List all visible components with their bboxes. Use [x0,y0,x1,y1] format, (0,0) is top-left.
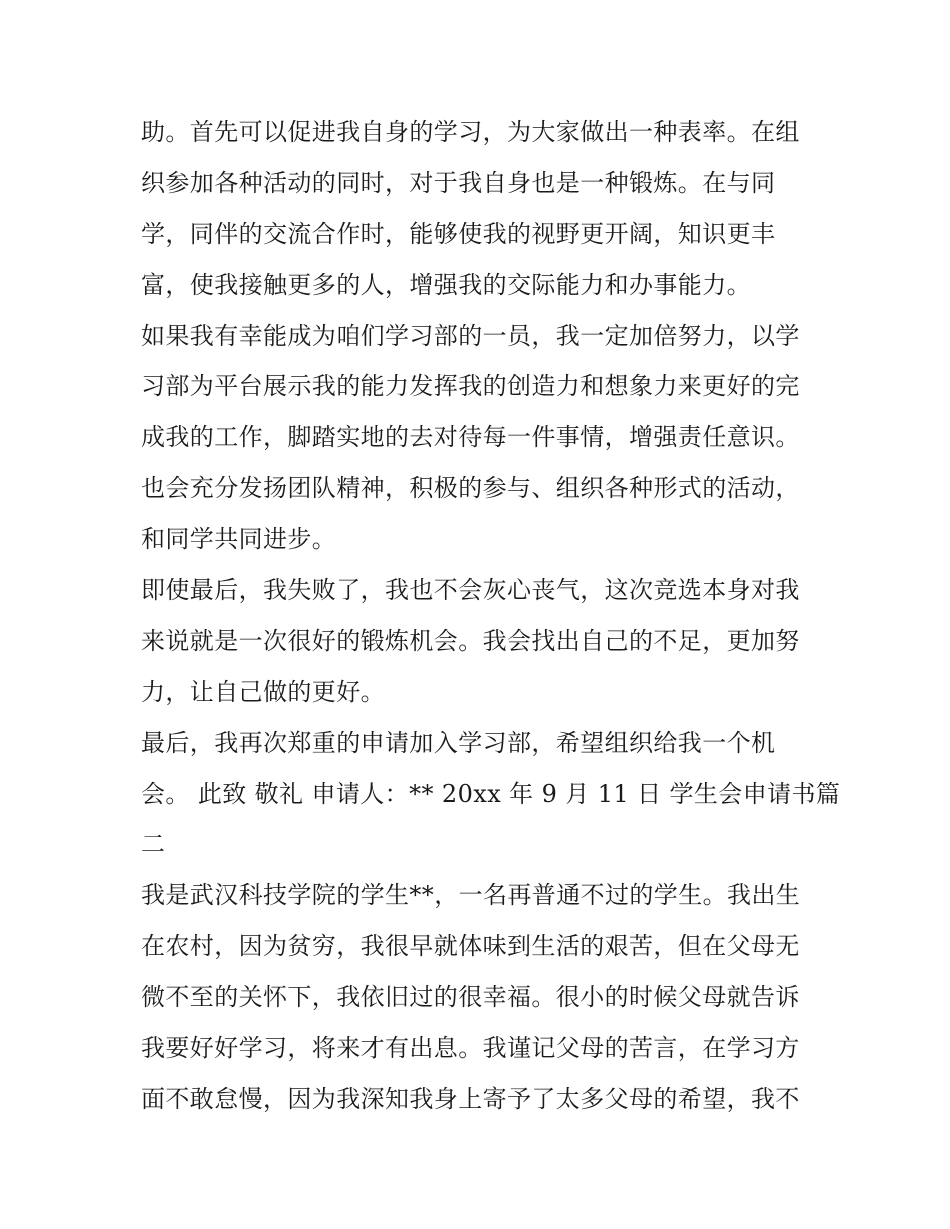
text-line: 微不至的关怀下，我依旧过的很幸福。很小的时候父母就告诉 [141,983,800,1012]
text-line: 在农村，因为贫穷，我很早就体味到生活的艰苦，但在父母无 [141,932,800,961]
text-line: 学，同伴的交流合作时，能够使我的视野更开阔，知识更丰 [141,219,776,248]
text-line: 即使最后，我失败了，我也不会灰心丧气，这次竞选本身对我 [141,576,800,605]
text-line: 和同学共同进步。 [141,525,337,554]
document-body [141,107,841,1125]
text-line: 面不敢怠慢，因为我深知我身上寄予了太多父母的希望，我不 [141,1084,800,1113]
text-line: 我是武汉科技学院的学生**，一名再普通不过的学生。我出生 [141,881,801,910]
text-line: 富，使我接触更多的人，增强我的交际能力和办事能力。 [141,270,751,299]
text-line: 助。首先可以促进我自身的学习，为大家做出一种表率。在组 [141,118,800,146]
text-line: 我要好好学习，将来才有出息。我谨记父母的苦言，在学习方 [141,1034,800,1063]
text-line: 最后，我再次郑重的申请加入学习部，希望组织给我一个机 [141,728,776,757]
text-line: 也会充分发扬团队精神，积极的参与、组织各种形式的活动， [141,474,800,503]
text-line: 来说就是一次很好的锻炼机会。我会找出自己的不足，更加努 [141,626,800,655]
text-line: 二 [141,830,166,859]
text-line: 成我的工作，脚踏实地的去对待每一件事情，增强责任意识。 [141,423,800,452]
text-line: 习部为平台展示我的能力发挥我的创造力和想象力来更好的完 [141,372,800,401]
text-line: 会。 此致 敬礼 申请人：** 20xx 年 9 月 11 日 学生会申请书篇 [141,779,841,808]
text-line: 力，让自己做的更好。 [141,677,385,706]
text-line: 如果我有幸能成为咱们学习部的一员，我一定加倍努力，以学 [141,321,800,350]
text-line: 织参加各种活动的同时，对于我自身也是一种锻炼。在与同 [141,168,776,197]
